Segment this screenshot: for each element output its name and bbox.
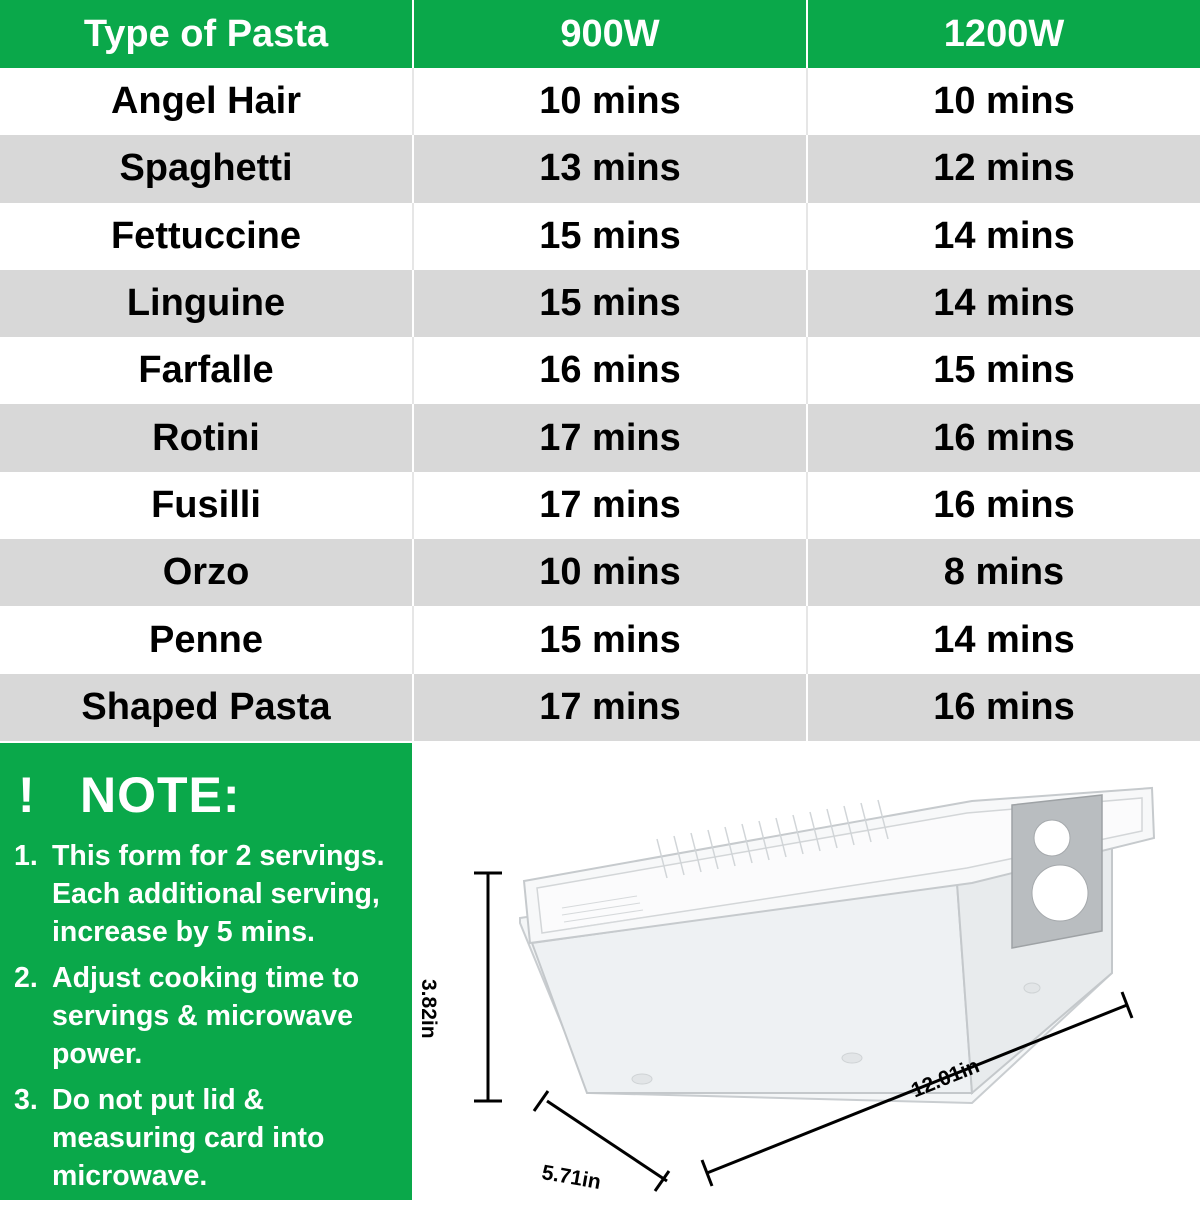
- table-row: [0, 674, 1200, 741]
- time-1200w-cell: 14 mins: [806, 270, 1200, 337]
- time-900w-cell: 15 mins: [412, 203, 806, 270]
- note-item-text: This form for 2 servings. Each additional serving, increase by 5 mins.: [52, 840, 385, 948]
- note-list: [0, 837, 412, 1195]
- time-1200w-cell: 14 mins: [806, 203, 1200, 270]
- table-row: [0, 68, 1200, 135]
- table-row: [0, 539, 1200, 606]
- note-item: [0, 959, 412, 1073]
- pasta-name-cell: Orzo: [162, 551, 250, 594]
- table-row: [0, 404, 1200, 471]
- pasta-name-cell: Fettuccine: [110, 214, 302, 257]
- header-type-of-pasta: Type of Pasta: [83, 12, 329, 55]
- product-image-area: [412, 743, 1200, 1200]
- note-item-number: 3.: [14, 1084, 38, 1116]
- pasta-name-cell: Farfalle: [138, 349, 274, 392]
- pasta-name-cell: Spaghetti: [119, 147, 293, 190]
- table-row: [0, 472, 1200, 539]
- header-900w: 900W: [412, 0, 806, 68]
- time-900w-cell: 15 mins: [412, 270, 806, 337]
- table-row: [0, 606, 1200, 673]
- time-900w-cell: 16 mins: [412, 337, 806, 404]
- note-panel: [0, 743, 412, 1200]
- pasta-name-cell: Angel Hair: [110, 80, 302, 123]
- note-item-text: Do not put lid & measuring card into microwave.: [52, 1084, 325, 1192]
- note-item-number: 2.: [14, 962, 38, 994]
- table-header-row: [0, 0, 1200, 68]
- time-900w-cell: 17 mins: [412, 472, 806, 539]
- length-label: 12.01in: [908, 1054, 983, 1103]
- time-1200w-cell: 8 mins: [806, 539, 1200, 606]
- pasta-name-cell: Shaped Pasta: [81, 685, 331, 728]
- table-row: [0, 270, 1200, 337]
- time-1200w-cell: 14 mins: [806, 606, 1200, 673]
- pasta-cooker-illustration: [412, 743, 1200, 1200]
- time-1200w-cell: 15 mins: [806, 337, 1200, 404]
- time-1200w-cell: 12 mins: [806, 135, 1200, 202]
- time-900w-cell: 10 mins: [412, 539, 806, 606]
- time-900w-cell: 15 mins: [412, 606, 806, 673]
- table-row: [0, 337, 1200, 404]
- pasta-name-cell: Penne: [148, 618, 264, 661]
- time-900w-cell: 17 mins: [412, 674, 806, 741]
- note-item-number: 1.: [14, 840, 38, 872]
- pasta-name-cell: Rotini: [152, 416, 260, 459]
- note-title: NOTE:: [80, 767, 241, 823]
- header-1200w: 1200W: [806, 0, 1200, 68]
- pasta-name-cell: Linguine: [126, 282, 286, 325]
- time-900w-cell: 13 mins: [412, 135, 806, 202]
- time-1200w-cell: 16 mins: [806, 404, 1200, 471]
- time-900w-cell: 17 mins: [412, 404, 806, 471]
- height-label: 3.82in: [417, 979, 440, 1039]
- time-900w-cell: 10 mins: [412, 68, 806, 135]
- note-heading: [0, 765, 412, 825]
- note-item: [0, 837, 412, 951]
- table-row: [0, 135, 1200, 202]
- table-row: [0, 203, 1200, 270]
- time-1200w-cell: 16 mins: [806, 472, 1200, 539]
- time-1200w-cell: 16 mins: [806, 674, 1200, 741]
- note-item: [0, 1081, 412, 1195]
- exclamation-icon: !: [18, 767, 35, 823]
- pasta-name-cell: Fusilli: [151, 483, 261, 526]
- width-label: 5.71in: [540, 1161, 603, 1194]
- time-1200w-cell: 10 mins: [806, 68, 1200, 135]
- note-item-text: Adjust cooking time to servings & microwave power.: [52, 962, 360, 1070]
- height-dimension-line: [474, 873, 502, 1101]
